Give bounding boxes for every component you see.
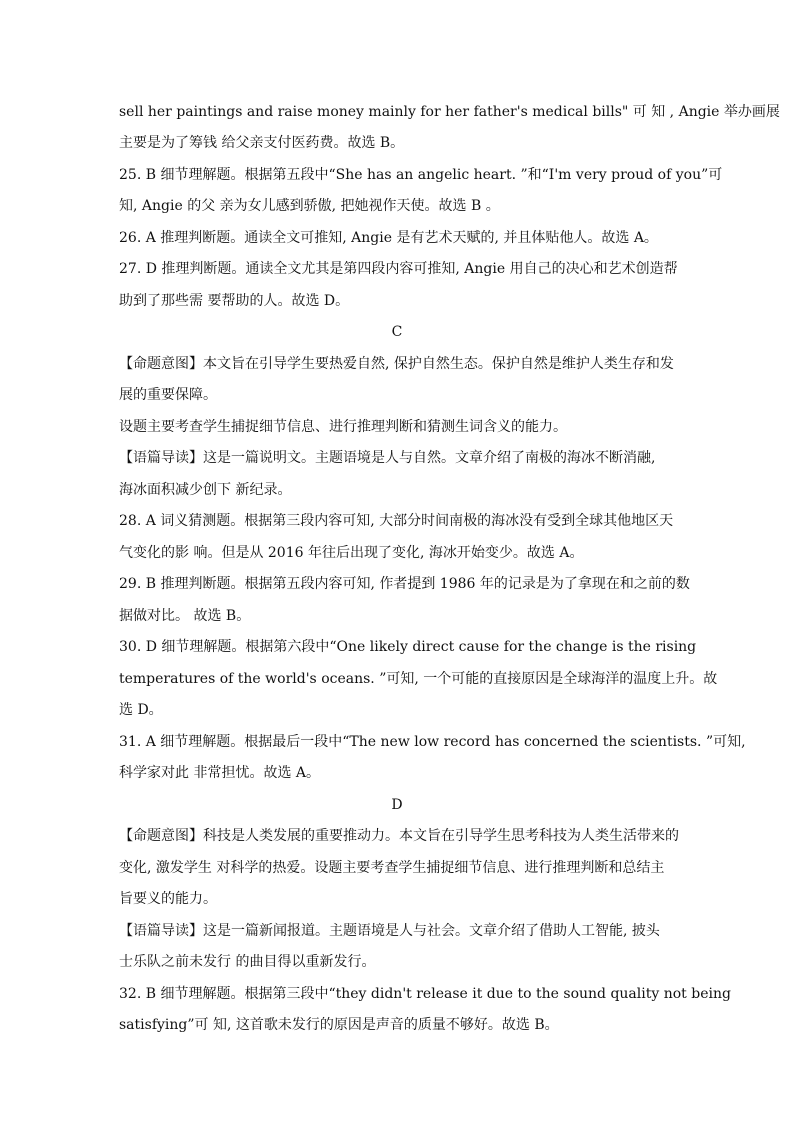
- text-line: 海冰面积减少创下 新纪录。: [119, 482, 292, 498]
- text-line: 助到了那些需 要帮助的人。故选 D。: [119, 293, 350, 309]
- answer-30: 30. D 细节理解题。根据第六段中“One likely direct cause for the change is the rising: [119, 639, 697, 655]
- guide-d: 【语篇导读】这是一篇新闻报道。主题语境是人与社会。文章介绍了借助人工智能, 披头: [119, 923, 660, 939]
- text-line: 设题主要考查学生捕捉细节信息、进行推理判断和猜测生词含义的能力。: [119, 419, 567, 435]
- text-line: 士乐队之前未发行 的曲目得以重新发行。: [119, 954, 376, 970]
- answer-27: 27. D 推理判断题。通读全文尤其是第四段内容可推知, Angie 用自己的决心和艺术创造帮: [119, 261, 678, 277]
- section-heading-d: D: [391, 797, 403, 813]
- text-line: 知, Angie 的父 亲为女儿感到骄傲, 把她视作天使。故选 B 。: [119, 198, 500, 214]
- text-line: 主要是为了筹钱 给父亲支付医药费。故选 B。: [119, 135, 405, 151]
- text-line: sell her paintings and raise money mainly for her father's medical bills" 可 知 , Angie 举办画展: [119, 104, 780, 120]
- answer-29: 29. B 推理判断题。根据第五段内容可知, 作者提到 1986 年的记录是为了拿现在和之前的数: [119, 576, 690, 592]
- intent-c: 【命题意图】本文旨在引导学生要热爱自然, 保护自然生态。保护自然是维护人类生存和发: [119, 356, 674, 372]
- section-heading-c: C: [391, 324, 403, 340]
- answer-25: 25. B 细节理解题。根据第五段中“She has an angelic heart. ”和“I'm very proud of you”可: [119, 167, 723, 183]
- text-line: 展的重要保障。: [119, 387, 217, 403]
- text-line: 旨要义的能力。: [119, 891, 217, 907]
- guide-c: 【语篇导读】这是一篇说明文。主题语境是人与自然。文章介绍了南极的海冰不断消融,: [119, 450, 656, 466]
- answer-28: 28. A 词义猜测题。根据第三段内容可知, 大部分时间南极的海冰没有受到全球其他地区天: [119, 513, 674, 529]
- text-line: temperatures of the world's oceans. ”可知, 一个可能的直接原因是全球海洋的温度上升。故: [119, 671, 718, 687]
- answer-26: 26. A 推理判断题。通读全文可推知, Angie 是有艺术天赋的, 并且体贴他人。故选 A。: [119, 230, 658, 246]
- text-line: satisfying”可 知, 这首歌未发行的原因是声音的质量不够好。故选 B。: [119, 1017, 559, 1033]
- text-line: 科学家对此 非常担忧。故选 A。: [119, 765, 321, 781]
- intent-d: 【命题意图】科技是人类发展的重要推动力。本文旨在引导学生思考科技为人类生活带来的: [119, 828, 679, 844]
- text-line: 气变化的影 响。但是从 2016 年往后出现了变化, 海冰开始变少。故选 A。: [119, 545, 584, 561]
- answer-32: 32. B 细节理解题。根据第三段中“they didn't release it due to the sound quality not being: [119, 986, 731, 1002]
- text-line: 变化, 激发学生 对科学的热爱。设题主要考查学生捕捉细节信息、进行推理判断和总结主: [119, 860, 665, 876]
- text-line: 据做对比。 故选 B。: [119, 608, 251, 624]
- answer-31: 31. A 细节理解题。根据最后一段中“The new low record has concerned the scientists. ”可知,: [119, 734, 746, 750]
- text-line: 选 D。: [119, 702, 163, 718]
